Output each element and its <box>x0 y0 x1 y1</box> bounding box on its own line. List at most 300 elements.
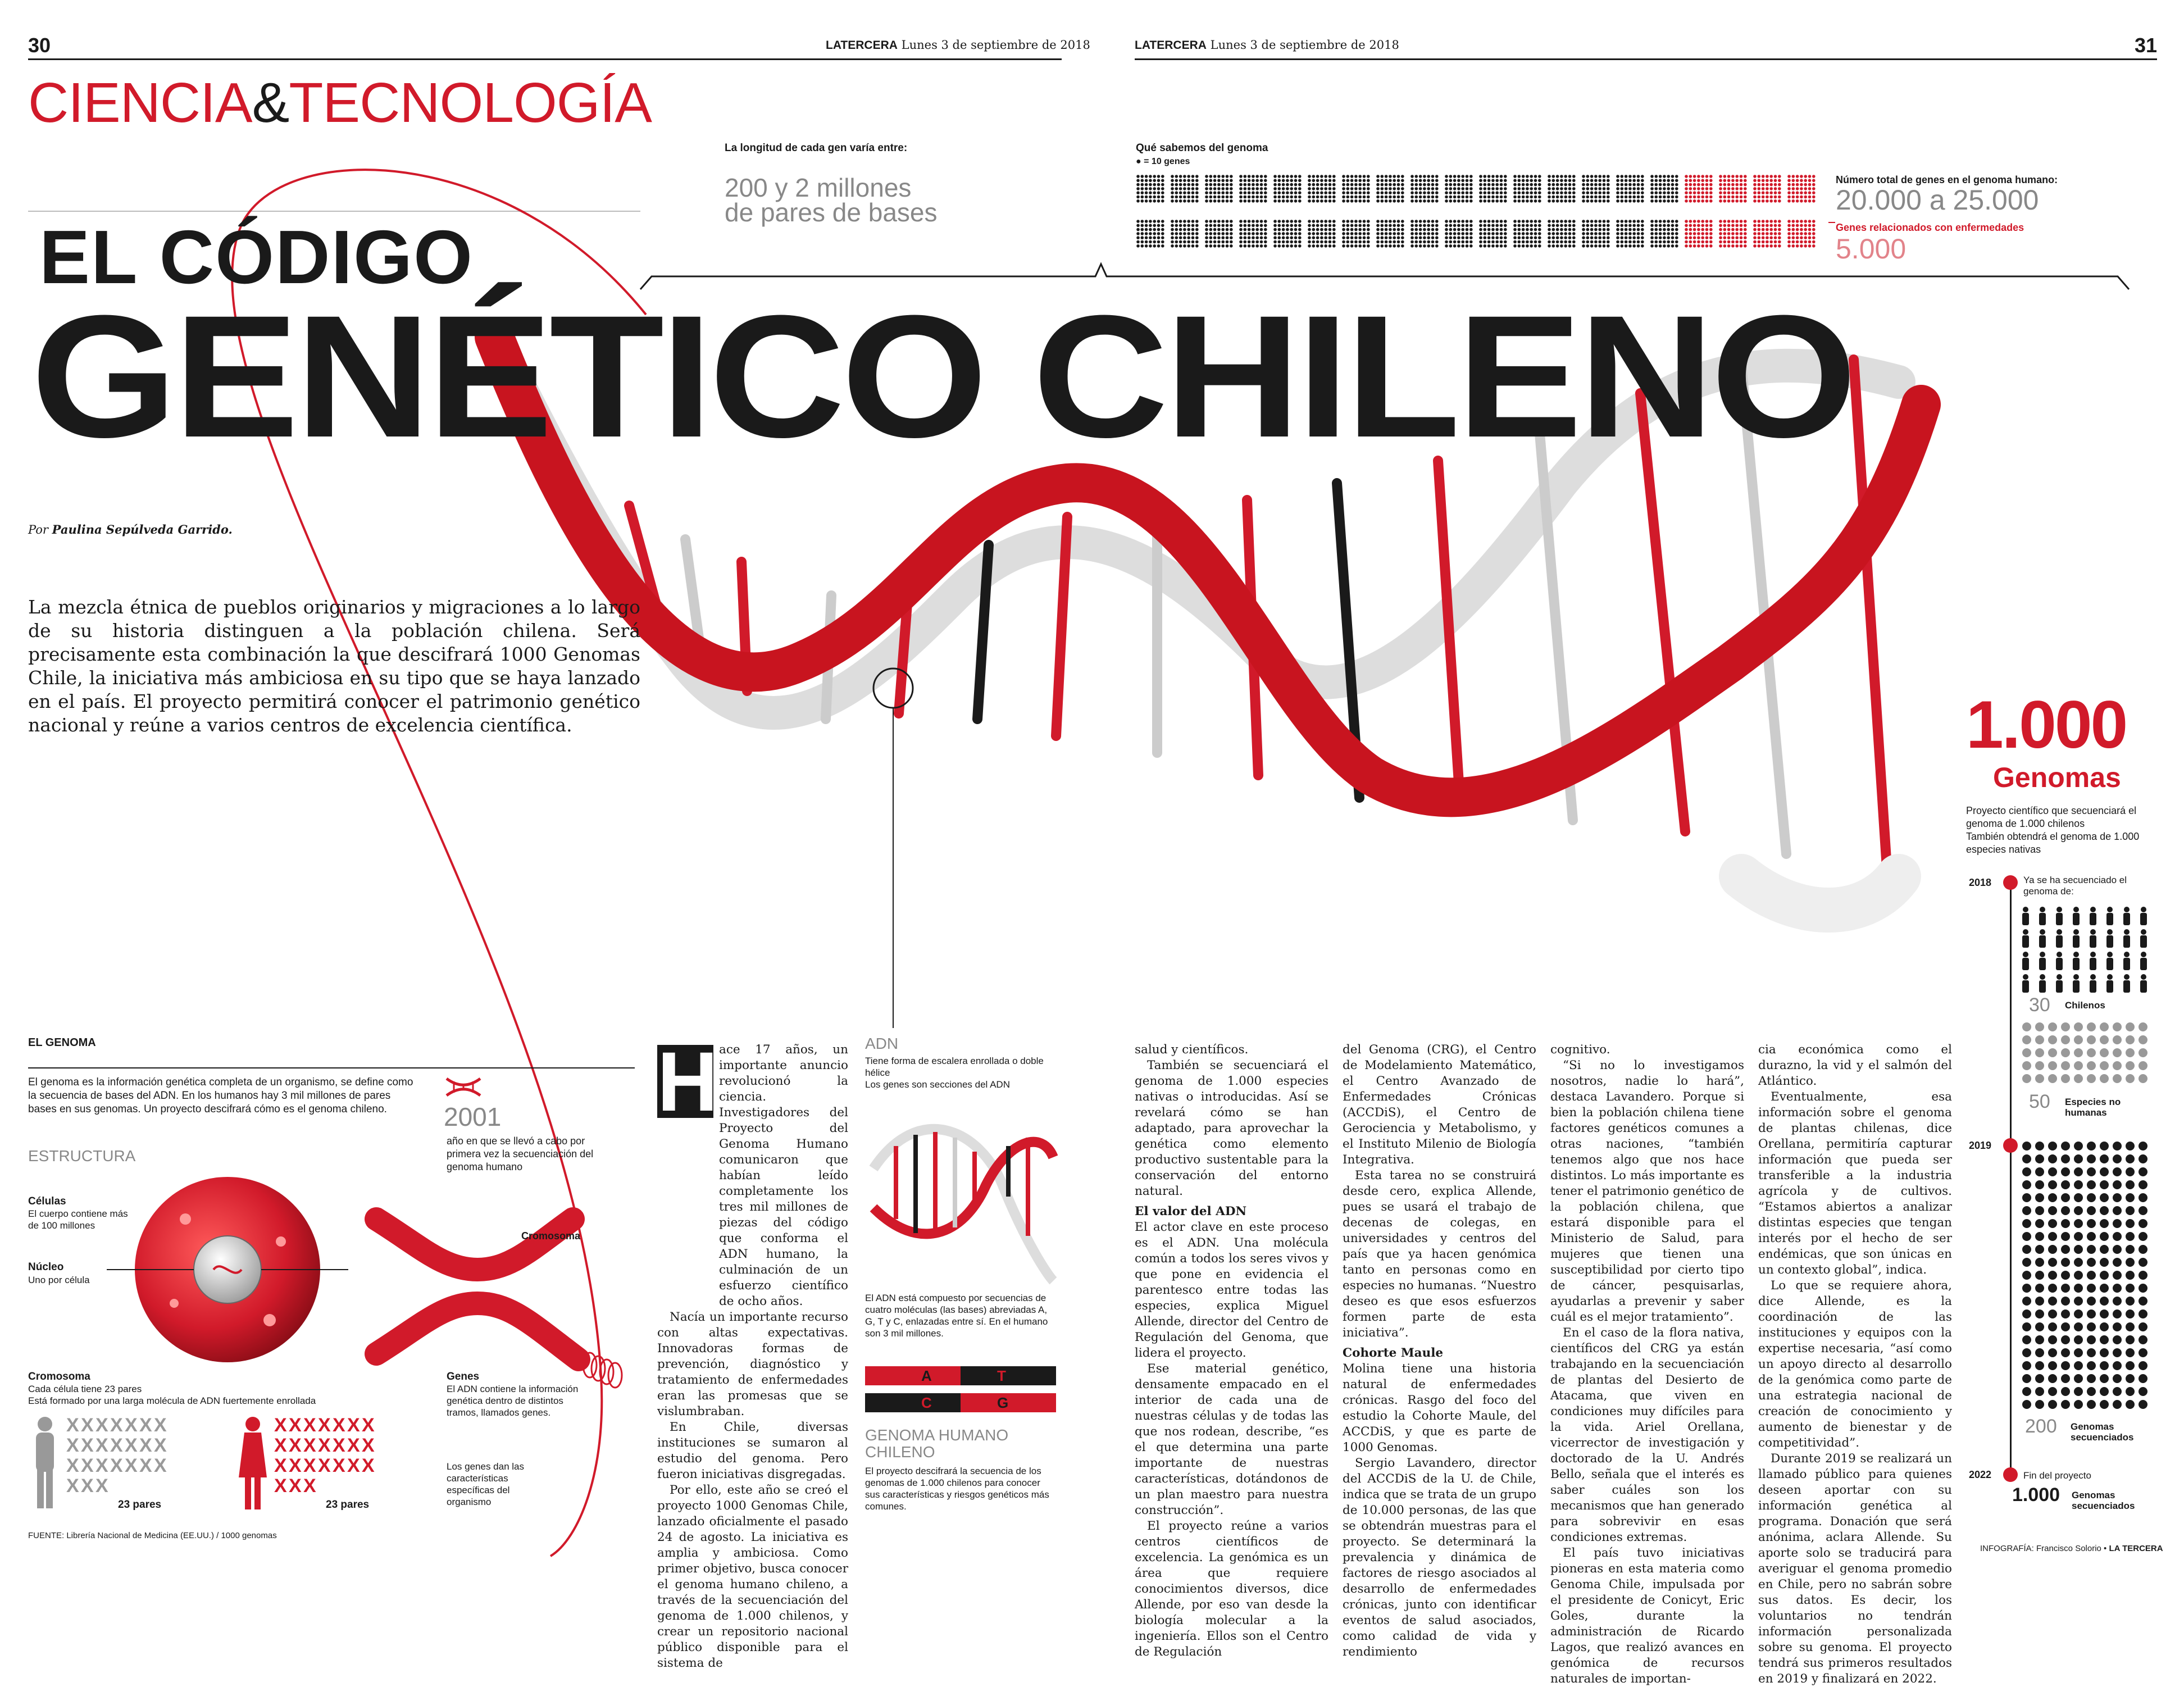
gene-block <box>1548 175 1575 202</box>
black-dot <box>2113 1167 2122 1176</box>
person-icon <box>2140 929 2147 948</box>
masthead-date: Lunes 3 de septiembre de 2018 <box>901 38 1090 52</box>
chromosome-mark: X <box>139 1415 152 1436</box>
gene-block <box>1582 220 1609 247</box>
black-dot <box>2113 1297 2122 1306</box>
black-dot <box>2087 1154 2096 1163</box>
person-icon <box>2140 974 2147 993</box>
body-col-2 <box>1135 1042 1328 1660</box>
person-icon <box>2039 952 2046 970</box>
black-dot <box>2126 1348 2135 1357</box>
grey-dot <box>2035 1035 2044 1044</box>
gene-block <box>1376 220 1404 247</box>
grey-dot <box>2126 1048 2135 1057</box>
grey-dot <box>2061 1048 2070 1057</box>
black-dot <box>2126 1374 2135 1383</box>
chromosome-mark: X <box>66 1415 79 1436</box>
grey-dot <box>2022 1022 2031 1031</box>
black-dot <box>2061 1309 2070 1318</box>
black-dot <box>2074 1348 2083 1357</box>
black-dot <box>2087 1232 2096 1241</box>
person-icon <box>2140 907 2147 925</box>
section-amp: & <box>252 71 289 134</box>
black-dot <box>2126 1154 2135 1163</box>
black-dot <box>2048 1348 2057 1357</box>
timeline-dot-2018 <box>2003 875 2018 890</box>
grey-dot <box>2126 1035 2135 1044</box>
adn-desc <box>865 1055 1056 1090</box>
grey-dot <box>2100 1035 2109 1044</box>
black-dot <box>2022 1361 2031 1370</box>
black-dot <box>2126 1193 2135 1202</box>
person-icon <box>2106 952 2113 970</box>
grey-dot <box>2100 1074 2109 1083</box>
genoma-heading: EL GENOMA <box>28 1036 96 1049</box>
chromosome-mark: X <box>66 1475 79 1497</box>
black-dot <box>2100 1387 2109 1396</box>
black-dot <box>2138 1361 2147 1370</box>
black-dot <box>2126 1167 2135 1176</box>
grey-dot <box>2126 1061 2135 1070</box>
black-dot <box>2048 1400 2057 1409</box>
chromosome-mark: X <box>95 1475 108 1497</box>
black-dot <box>2087 1348 2096 1357</box>
black-dot <box>2022 1400 2031 1409</box>
gene-block <box>1479 220 1507 247</box>
grey-dot <box>2100 1061 2109 1070</box>
credit-brand: LA TERCERA <box>2109 1544 2163 1553</box>
gene-block <box>1273 175 1301 202</box>
grey-dot <box>2100 1048 2109 1057</box>
black-dot <box>2113 1258 2122 1267</box>
genome-known-label: Qué sabemos del genoma <box>1136 142 1268 154</box>
black-dot <box>2022 1335 2031 1344</box>
chromosome-mark: X <box>154 1415 167 1436</box>
person-icon <box>2056 974 2063 993</box>
year-2001: 2001 <box>444 1102 502 1131</box>
person-icon <box>2039 907 2046 925</box>
black-dot <box>2035 1361 2044 1370</box>
base-pair-CG <box>865 1393 1056 1412</box>
black-dot <box>2138 1348 2147 1357</box>
gene-block <box>1513 220 1541 247</box>
grey-dot <box>2113 1022 2122 1031</box>
black-dot <box>2048 1387 2057 1396</box>
grey-dot <box>2087 1022 2096 1031</box>
black-dot <box>2048 1335 2057 1344</box>
person-icon <box>2039 929 2046 948</box>
chromosome-mark: X <box>347 1435 360 1456</box>
chromosome-mark: X <box>81 1455 94 1476</box>
col5-p4: Durante 2019 se realizará un llamado público para quienes deseen aportar con su información genética al programa. Donación que será anónima, aclara Allende. Su aporte solo se traducirá para averiguar el genoma promedio en Chile, pero no sabrán sobre sus datos. Es decir, los voluntarios no tendrán información personalizada sobre su genoma. El proyecto tendrá sus primeros resultados en 2019 y finalizará en 2022. <box>1758 1452 1952 1686</box>
black-dot <box>2074 1245 2083 1254</box>
masthead-brand: LATERCERA <box>826 39 898 52</box>
chromosome-mark: X <box>303 1415 316 1436</box>
black-dot <box>2138 1219 2147 1228</box>
black-dot <box>2138 1335 2147 1344</box>
base-G: G <box>997 1394 1009 1411</box>
black-dot <box>2061 1142 2070 1151</box>
genomas-desc2: También obtendrá el genoma de 1.000 especies nativas <box>1966 831 2140 855</box>
black-dot <box>2087 1193 2096 1202</box>
black-dot <box>2074 1374 2083 1383</box>
black-dot <box>2100 1206 2109 1215</box>
black-dot <box>2035 1219 2044 1228</box>
black-dot <box>2087 1206 2096 1215</box>
black-dot <box>2035 1400 2044 1409</box>
label-1000: Genomas secuenciados <box>2072 1490 2135 1511</box>
black-dot <box>2048 1167 2057 1176</box>
credit-prefix: INFOGRAFÍA: Francisco Solorio • <box>1980 1544 2107 1553</box>
black-dot <box>2100 1193 2109 1202</box>
col1-first: ace 17 años, un importante anuncio revolucionó la ciencia. Investigadores del Proyecto del Genoma Humano comunicaron que habían leído completamente los tres mil millones de piezas del código que conforma el ADN humano, la culminación de un esfuerzo científico de ocho años. <box>719 1043 848 1308</box>
black-dot <box>2035 1309 2044 1318</box>
gene-block <box>1513 175 1541 202</box>
black-dot <box>2022 1297 2031 1306</box>
chromosome-mark: X <box>274 1415 287 1436</box>
black-dot <box>2087 1335 2096 1344</box>
black-dot <box>2022 1348 2031 1357</box>
black-dot <box>2022 1309 2031 1318</box>
chromosome-mark: X <box>81 1415 94 1436</box>
grey-dot <box>2022 1048 2031 1057</box>
black-dot <box>2113 1232 2122 1241</box>
genes-title: Genes <box>447 1371 480 1383</box>
genomas-desc1: Proyecto científico que secuenciará el genoma de 1.000 chilenos <box>1966 805 2137 829</box>
black-dot <box>2138 1245 2147 1254</box>
grey-dot <box>2138 1074 2147 1083</box>
gene-block <box>1787 220 1815 247</box>
black-dot <box>2138 1154 2147 1163</box>
black-dot <box>2100 1154 2109 1163</box>
black-dot <box>2100 1258 2109 1267</box>
label-50: Especies no humanas <box>2065 1097 2121 1118</box>
black-dot <box>2061 1284 2070 1293</box>
chromosome-mark: X <box>110 1415 123 1436</box>
black-dot <box>2048 1322 2057 1331</box>
adn-d1: Tiene forma de escalera enrollada o doble hélice <box>865 1056 1044 1078</box>
base-T: T <box>997 1367 1006 1384</box>
lead-paragraph: La mezcla étnica de pueblos originarios y migraciones a lo largo de su historia distinguen a la población chilena. Será precisamente esta combinación la que descifrará 1000 Genomas Chile, la iniciativa más ambiciosa en su tipo que se haya lanzado en el país. El proyecto permitirá conocer el patrimonio genético nacional y reúne a varios centros de excelencia científica. <box>28 596 640 736</box>
grey-dot <box>2113 1048 2122 1057</box>
gene-block <box>1548 220 1575 247</box>
col4-p4: El país tuvo iniciativas pioneras en esta materia como Genoma Chile, impulsada por el presidente de Conicyt, Eric Goles, durante la administración de Ricardo Lagos, que realizó avances en genómica de recursos naturales de importan- <box>1550 1546 1744 1686</box>
black-dot <box>2061 1167 2070 1176</box>
gene-block <box>1342 175 1369 202</box>
black-dot <box>2048 1180 2057 1189</box>
black-dot <box>2138 1142 2147 1151</box>
timeline-text-2018: Ya se ha secuenciado el genoma de: <box>2023 875 2127 897</box>
black-dot <box>2126 1309 2135 1318</box>
gene-block <box>1753 175 1781 202</box>
timeline-dot-2019 <box>2003 1138 2018 1153</box>
black-dot <box>2061 1297 2070 1306</box>
timeline-year-2019: 2019 <box>1969 1140 1992 1151</box>
gene-block <box>1650 220 1678 247</box>
black-dot <box>2061 1245 2070 1254</box>
black-dot <box>2061 1232 2070 1241</box>
black-dot <box>2035 1258 2044 1267</box>
black-dot <box>2113 1245 2122 1254</box>
gene-block <box>1616 220 1644 247</box>
col3-p1: del Genoma (CRG), el Centro de Modelamiento Matemático, el Centro Avanzado de Enfermedades Crónicas (ACCDiS), el Centro de Gerociencia y Metabolismo, y el Instituto Milenio de Biología Integrativa. <box>1343 1043 1536 1167</box>
gene-block <box>1136 220 1164 247</box>
black-dot <box>2022 1374 2031 1383</box>
person-icon <box>2056 952 2063 970</box>
col3-p3: Molina tiene una historia natural de enfermedades crónicas. Rasgo del foco del estudio la Cohorte Maule, del ACCDiS, y que es parte de 1000 Genomas. <box>1343 1362 1536 1454</box>
black-dot <box>2087 1400 2096 1409</box>
black-dot <box>2113 1400 2122 1409</box>
grey-dot <box>2048 1048 2057 1057</box>
genoma-chileno-title <box>865 1427 1008 1461</box>
dot-icon: ● <box>1136 157 1141 166</box>
black-dot <box>2035 1322 2044 1331</box>
grey-dot <box>2061 1074 2070 1083</box>
grey-dot <box>2048 1061 2057 1070</box>
black-dot <box>2138 1284 2147 1293</box>
chromosome-mark: X <box>274 1475 287 1497</box>
black-dot <box>2087 1271 2096 1280</box>
grey-dot <box>2126 1022 2135 1031</box>
base-A: A <box>921 1367 932 1384</box>
person-icon <box>2090 952 2096 970</box>
col2-p5: El proyecto reúne a varios centros científicos de excelencia. La genómica es un área que requiere conocimientos diversos, dice Allende, por eso van desde la biología molecular a la ingeniería. Ellos son el Centro de Regulación <box>1135 1519 1328 1659</box>
col4-p2: “Si no lo investigamos nosotros, nadie lo hará”, destaca Lavandero. Porque si bien la población chilena tiene factores genéticos comunes a otras naciones, “también tenemos algo que nos hace distintos. Lo más importante es tener el patrimonio genético de la población chilena, que estará disponible para el Ministerio de Salud, para mujeres que tienen una susceptibilidad por cierto tipo de cáncer, pesquisarlas, ayudarlas a prevenir y saber cuál es el mejor tratamiento”. <box>1550 1058 1744 1324</box>
person-icon <box>2090 929 2096 948</box>
person-icon <box>2073 974 2080 993</box>
black-dot <box>2087 1180 2096 1189</box>
black-dot <box>2035 1232 2044 1241</box>
black-dot <box>2138 1322 2147 1331</box>
black-dot <box>2048 1297 2057 1306</box>
base-pair-AT <box>865 1366 1056 1385</box>
black-dot <box>2100 1232 2109 1241</box>
black-dot-grid <box>2021 1140 2156 1416</box>
person-icon <box>2039 974 2046 993</box>
grey-dot <box>2061 1061 2070 1070</box>
chromosome-mark: X <box>66 1435 79 1456</box>
grey-dot <box>2087 1061 2096 1070</box>
grey-dot <box>2138 1061 2147 1070</box>
person-icon <box>2123 974 2130 993</box>
chromosome-mark: X <box>347 1455 360 1476</box>
black-dot <box>2022 1206 2031 1215</box>
grey-dot <box>2022 1035 2031 1044</box>
col5-p2: Eventualmente, esa información sobre el genoma de plantas chilenas, dice Orellana, permitiría capturar información que pueda ser transferible a la industria agrícola y de cultivos. “Estamos abiertos a analizar distintas especies que tengan interés por el hecho de ser endémicas, que son únicas en un contexto global”, indica. <box>1758 1090 1952 1277</box>
gene-block <box>1342 220 1369 247</box>
col5-p3: Lo que se requiere ahora, dice Allende, es la coordinación de las instituciones y equipos con la expertise necesaria, “así como un apoyo directo al desarrollo de la genómica como parte de una estrategia nacional de creación de conocimiento y aumento de bienestar y de competitividad”. <box>1758 1279 1952 1450</box>
black-dot <box>2035 1154 2044 1163</box>
pares-female: 23 pares <box>326 1499 370 1511</box>
black-dot <box>2061 1322 2070 1331</box>
label-200: Genomas secuenciados <box>2071 1421 2134 1443</box>
legend-text: = 10 genes <box>1144 157 1190 166</box>
genomas-number: 1.000 <box>1966 687 2127 762</box>
chromosome-mark: X <box>154 1455 167 1476</box>
black-dot <box>2126 1271 2135 1280</box>
person-icon <box>2056 929 2063 948</box>
grey-dot <box>2074 1061 2083 1070</box>
gene-dot-grid <box>1136 174 1827 264</box>
black-dot <box>2061 1361 2070 1370</box>
gene-block <box>1205 220 1232 247</box>
gene-block <box>1753 220 1781 247</box>
black-dot <box>2035 1142 2044 1151</box>
black-dot <box>2138 1297 2147 1306</box>
person-icons-group <box>2018 904 2158 1000</box>
black-dot <box>2126 1206 2135 1215</box>
black-dot <box>2126 1258 2135 1267</box>
chromosome-mark: X <box>303 1435 316 1456</box>
section-part1: CIENCIA <box>28 71 252 134</box>
timeline-text-2022: Fin del proyecto <box>2023 1470 2091 1481</box>
black-dot <box>2138 1180 2147 1189</box>
timeline-dot-2022 <box>2003 1467 2018 1482</box>
black-dot <box>2022 1142 2031 1151</box>
byline <box>28 522 233 536</box>
black-dot <box>2061 1258 2070 1267</box>
black-dot <box>2074 1322 2083 1331</box>
black-dot <box>2138 1387 2147 1396</box>
black-dot <box>2100 1335 2109 1344</box>
chromosome-mark: X <box>95 1455 108 1476</box>
black-dot <box>2074 1232 2083 1241</box>
chromosome-mark: X <box>274 1455 287 1476</box>
masthead-date: Lunes 3 de septiembre de 2018 <box>1210 38 1399 52</box>
black-dot <box>2061 1374 2070 1383</box>
gene-block <box>1239 220 1267 247</box>
black-dot <box>2087 1284 2096 1293</box>
grey-dot <box>2087 1048 2096 1057</box>
person-icon <box>2022 952 2029 970</box>
gene-block <box>1171 220 1198 247</box>
black-dot <box>2087 1361 2096 1370</box>
black-dot <box>2100 1309 2109 1318</box>
black-dot <box>2138 1309 2147 1318</box>
black-dot <box>2074 1335 2083 1344</box>
base-C: C <box>921 1394 932 1411</box>
fuente: FUENTE: Librería Nacional de Medicina (EE.UU.) / 1000 genomas <box>28 1531 277 1540</box>
black-dot <box>2100 1284 2109 1293</box>
black-dot <box>2100 1271 2109 1280</box>
chromosome-mark: X <box>125 1455 138 1476</box>
person-icon <box>2090 974 2096 993</box>
person-icon <box>2123 907 2130 925</box>
black-dot <box>2048 1193 2057 1202</box>
black-dot <box>2138 1258 2147 1267</box>
black-dot <box>2035 1374 2044 1383</box>
genes-text2: Los genes dan las características específicas del organismo <box>447 1461 524 1507</box>
black-dot <box>2113 1387 2122 1396</box>
black-dot <box>2022 1387 2031 1396</box>
black-dot <box>2061 1154 2070 1163</box>
chromosome-mark: X <box>318 1415 331 1436</box>
black-dot <box>2087 1322 2096 1331</box>
black-dot <box>2035 1271 2044 1280</box>
col2-h1: El valor del ADN <box>1135 1204 1247 1218</box>
timeline-year-2022: 2022 <box>1969 1469 1992 1480</box>
count-50: 50 <box>2029 1091 2050 1112</box>
adn-helix-small <box>868 1107 1059 1286</box>
chromosome-mark: X <box>95 1415 108 1436</box>
chromosome-mark: X <box>303 1455 316 1476</box>
col2-p2: También se secuenciará el genoma de 1.000 especies nativas o introducidas. Así se revelará cómo se han adaptado, para aprovechar la genética como elemento productivo sustentable para la conservación del entorno natural. <box>1135 1058 1328 1198</box>
black-dot <box>2113 1271 2122 1280</box>
chromosome-mark: X <box>289 1415 302 1436</box>
genome-known-legend <box>1136 155 1190 168</box>
dropcap: H <box>657 1034 718 1129</box>
chromosome-mark: X <box>274 1435 287 1456</box>
grey-dot <box>2113 1074 2122 1083</box>
chromosome-mark: X <box>66 1455 79 1476</box>
chromosome-mark: X <box>81 1475 94 1497</box>
black-dot <box>2087 1387 2096 1396</box>
grey-dot <box>2061 1035 2070 1044</box>
person-icon <box>2022 907 2029 925</box>
black-dot <box>2061 1348 2070 1357</box>
col4-p1: cognitivo. <box>1550 1043 1610 1057</box>
black-dot <box>2126 1232 2135 1241</box>
col2-p1: salud y científicos. <box>1135 1043 1249 1057</box>
black-dot <box>2022 1245 2031 1254</box>
black-dot <box>2074 1142 2083 1151</box>
chromosome-mark: X <box>81 1435 94 1456</box>
cromosoma-d1: Cada célula tiene 23 pares <box>28 1384 142 1394</box>
black-dot <box>2035 1180 2044 1189</box>
black-dot <box>2126 1361 2135 1370</box>
black-dot <box>2048 1154 2057 1163</box>
genoma-chileno-t2: CHILENO <box>865 1443 935 1461</box>
black-dot <box>2113 1348 2122 1357</box>
black-dot <box>2061 1193 2070 1202</box>
grey-dot <box>2087 1074 2096 1083</box>
black-dot <box>2138 1374 2147 1383</box>
black-dot <box>2022 1322 2031 1331</box>
grey-dot <box>2087 1035 2096 1044</box>
black-dot <box>2061 1206 2070 1215</box>
genoma-rule <box>28 1067 635 1068</box>
black-dot <box>2100 1167 2109 1176</box>
grey-dot <box>2074 1048 2083 1057</box>
black-dot <box>2126 1142 2135 1151</box>
black-dot <box>2074 1258 2083 1267</box>
black-dot <box>2126 1180 2135 1189</box>
person-icon <box>2106 907 2113 925</box>
grey-dot <box>2126 1074 2135 1083</box>
black-dot <box>2113 1322 2122 1331</box>
gene-block <box>1411 220 1438 247</box>
celulas-text: El cuerpo contiene más de 100 millones <box>28 1208 128 1231</box>
chromosome-mark: X <box>95 1435 108 1456</box>
body-col-4 <box>1550 1042 1744 1687</box>
black-dot <box>2113 1154 2122 1163</box>
grey-dot <box>2138 1035 2147 1044</box>
gene-block <box>1136 175 1164 202</box>
black-dot <box>2074 1387 2083 1396</box>
black-dot <box>2100 1142 2109 1151</box>
black-dot <box>2048 1284 2057 1293</box>
grey-dot <box>2138 1022 2147 1031</box>
genes-total-value: 20.000 a 25.000 <box>1836 184 2039 216</box>
chromosome-mark: X <box>333 1415 345 1436</box>
black-dot <box>2035 1335 2044 1344</box>
grey-dot <box>2048 1022 2057 1031</box>
black-dot <box>2074 1154 2083 1163</box>
black-dot <box>2048 1142 2057 1151</box>
body-col-5 <box>1758 1042 1952 1687</box>
grey-dot <box>2048 1074 2057 1083</box>
black-dot <box>2138 1400 2147 1409</box>
